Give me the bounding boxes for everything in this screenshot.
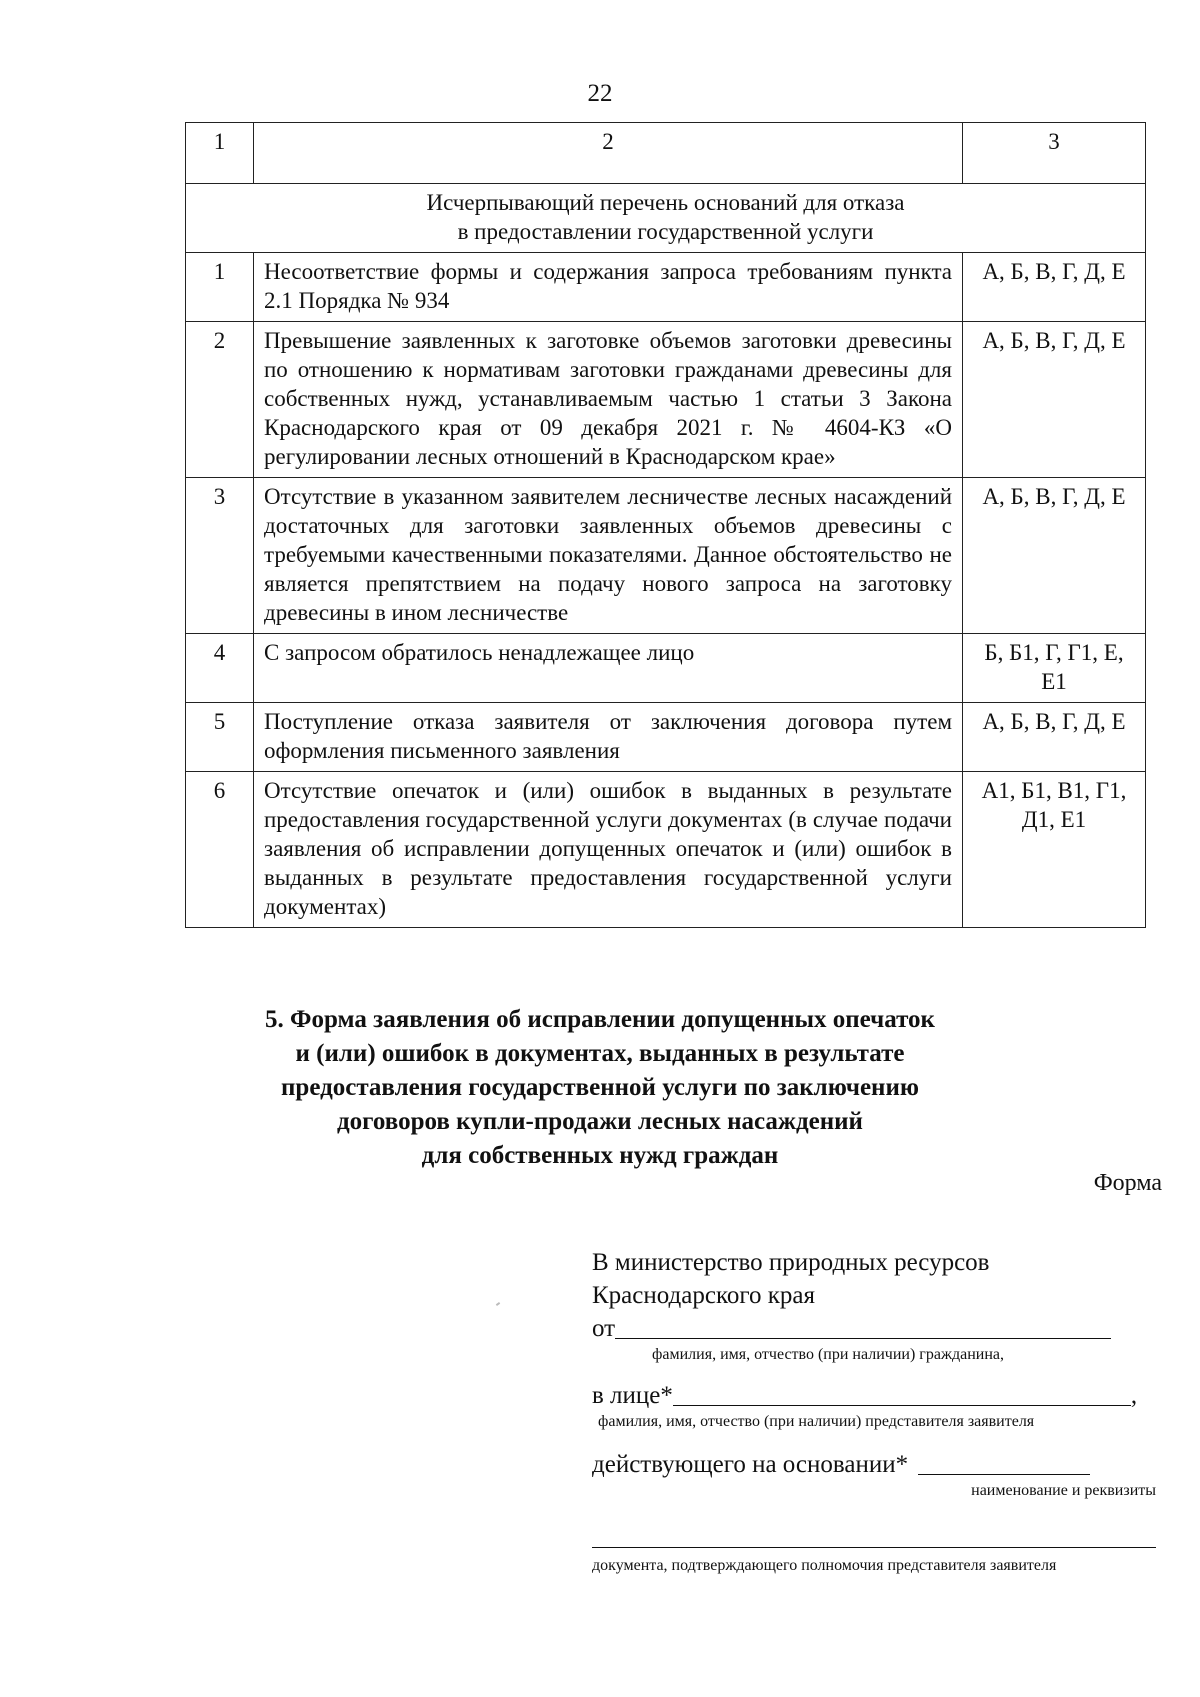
page-number: 22 [587,80,613,107]
in-person-label: в лице* [592,1382,673,1409]
row-codes: А, Б, В, Г, Д, Е [963,253,1146,322]
form-heading-line: договоров купли-продажи лесных насаждений [337,1108,863,1135]
table-row [186,478,1146,634]
row-description: Поступление отказа заявителя от заключения договора путем оформления письменного заявления [254,703,963,772]
header-cell-3: 3 [963,123,1146,184]
section-title-line: Исчерпывающий перечень оснований для отказа [426,190,905,215]
from-label: от [592,1315,616,1342]
row-codes: А, Б, В, Г, Д, Е [963,703,1146,772]
row-codes: А, Б, В, Г, Д, Е [963,478,1146,634]
row-description: Отсутствие в указанном заявителем лесничестве лесных насаждений достаточных для заготовки заявленных объемов древесины с требуемыми качественными показателями. Данное обстоятельство не является препятствием на подачу нового запроса на заготовку древесины в ином лесничестве [254,478,963,634]
in-person-blank-field[interactable] [673,1405,1131,1406]
row-codes: А1, Б1, В1, Г1, Д1, Е1 [963,772,1146,928]
row-number: 1 [186,253,254,322]
row-codes: А, Б, В, Г, Д, Е [963,322,1146,478]
row-codes: Б, Б1, Г, Г1, Е, Е1 [963,634,1146,703]
recipient-line: Краснодарского края [592,1282,815,1309]
header-cell-2: 2 [254,123,963,184]
section-title-line: в предоставлении государственной услуги [457,219,874,244]
row-description: Превышение заявленных к заготовке объемов заготовки древесины по отношению к нормативам заготовки гражданами древесины для собственных нужд, устанавливаемым частью 1 статьи 3 Закона Краснодарского края от 09 декабря 2021 г. № 4604-КЗ «О регулировании лесных отношений в Краснодарском крае» [254,322,963,478]
basis-label: действующего на основании* [592,1451,909,1478]
table-row [186,703,1146,772]
form-heading-line: для собственных нужд граждан [421,1142,779,1169]
recipient-line: В министерство природных ресурсов [592,1249,990,1276]
form-label: Форма [1093,1170,1162,1196]
table-header-row [186,123,1146,184]
table-row [186,772,1146,928]
recipient-block [592,1246,1162,1576]
row-number: 5 [186,703,254,772]
in-person-row [592,1379,1162,1412]
document-blank-field[interactable] [592,1547,1156,1548]
header-cell-1: 1 [186,123,254,184]
row-description: Несоответствие формы и содержания запроса требованиям пункта 2.1 Порядка № 934 [254,253,963,322]
from-row [592,1312,1162,1345]
table-row [186,322,1146,478]
in-person-comma: , [1130,1382,1138,1409]
in-person-caption: фамилия, имя, отчество (при наличии) представителя заявителя [598,1413,1035,1430]
basis-row [592,1448,1162,1481]
form-heading-line: предоставления государственной услуги по заключению [281,1074,919,1101]
table-row [186,253,1146,322]
row-description: С запросом обратилось ненадлежащее лицо [254,634,963,703]
document-caption: документа, подтверждающего полномочия представителя заявителя [592,1557,1057,1574]
row-description: Отсутствие опечаток и (или) ошибок в выданных в результате предоставления государственной услуги документах (в случае подачи заявления об исправлении допущенных опечаток и (или) ошибок в выданных в результате предоставления государственной услуги документах) [254,772,963,928]
basis-caption: наименование и реквизиты [971,1482,1156,1499]
row-number: 6 [186,772,254,928]
scan-speck [496,1302,500,1306]
from-blank-field[interactable] [615,1338,1111,1339]
basis-blank-field[interactable] [918,1474,1090,1475]
table-row [186,634,1146,703]
row-number: 3 [186,478,254,634]
from-caption: фамилия, имя, отчество (при наличии) гражданина, [652,1346,1005,1363]
form-heading-line: 5. Форма заявления об исправлении допущенных опечаток [265,1006,935,1033]
row-number: 2 [186,322,254,478]
row-number: 4 [186,634,254,703]
section-title [186,184,1146,253]
form-heading [250,1003,950,1173]
form-heading-line: и (или) ошибок в документах, выданных в результате [295,1040,905,1067]
refusal-grounds-table [185,122,1146,928]
section-title-row [186,184,1146,253]
